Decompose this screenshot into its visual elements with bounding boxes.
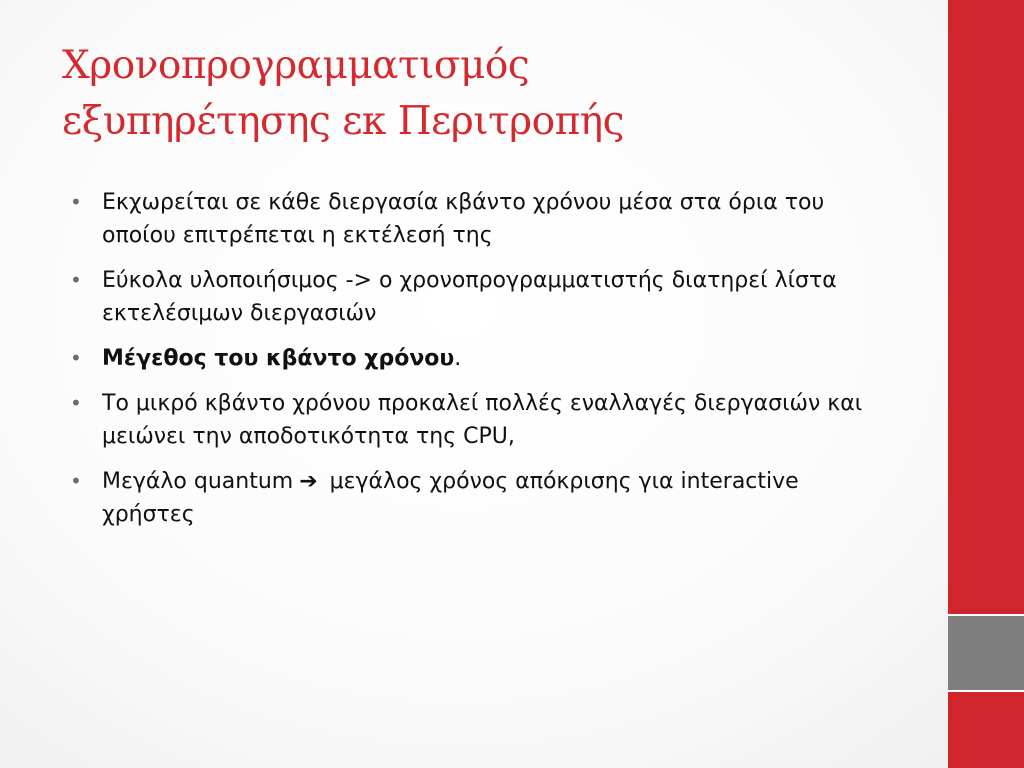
bullet-dot-icon: • xyxy=(70,391,82,415)
bullet-text-3-suffix: . xyxy=(454,346,462,371)
bullet-text-3-bold: Μέγεθος του κβάντο χρόνου xyxy=(102,346,455,371)
bullet-text-5-before: Μεγάλο quantum xyxy=(102,469,294,494)
bullet-item-2 xyxy=(70,264,890,330)
bullet-dot-icon: • xyxy=(70,268,82,292)
decorative-red-bar-bottom xyxy=(948,692,1024,768)
bullet-dot-icon: • xyxy=(70,469,82,493)
bullet-item-5 xyxy=(70,465,890,531)
right-arrow-icon: ➔ xyxy=(299,469,318,494)
bullet-text-2: Εύκολα υλοποιήσιμος -> ο χρονοπρογραμματιστής διατηρεί λίστα εκτελέσιμων διεργασιών xyxy=(102,268,837,326)
bullet-text-4: Το μικρό κβάντο χρόνου προκαλεί πολλές εναλλαγές διεργασιών και μειώνει την αποδοτικότητα της CPU, xyxy=(102,391,863,449)
bullet-dot-icon: • xyxy=(70,346,82,370)
decorative-gray-bar xyxy=(948,616,1024,690)
decorative-red-bar-top xyxy=(948,0,1024,614)
bullet-item-1 xyxy=(70,186,890,252)
slide-title xyxy=(62,38,922,150)
bullet-text-5-after: μεγάλος χρόνος απόκρισης για interactive χρήστες xyxy=(102,469,799,527)
bullet-dot-icon: • xyxy=(70,190,82,214)
bullet-text-1: Εκχωρείται σε κάθε διεργασία κβάντο χρόνου μέσα στα όρια του οποίου επιτρέπεται η εκτέλεσή της xyxy=(102,190,825,248)
slide-title-line-1: Χρονοπρογραμματισμός xyxy=(62,43,530,88)
slide-title-line-2: εξυπηρέτησης εκ Περιτροπής xyxy=(62,99,624,144)
bullet-list xyxy=(70,186,890,543)
bullet-item-3 xyxy=(70,342,890,375)
bullet-item-4 xyxy=(70,387,890,453)
